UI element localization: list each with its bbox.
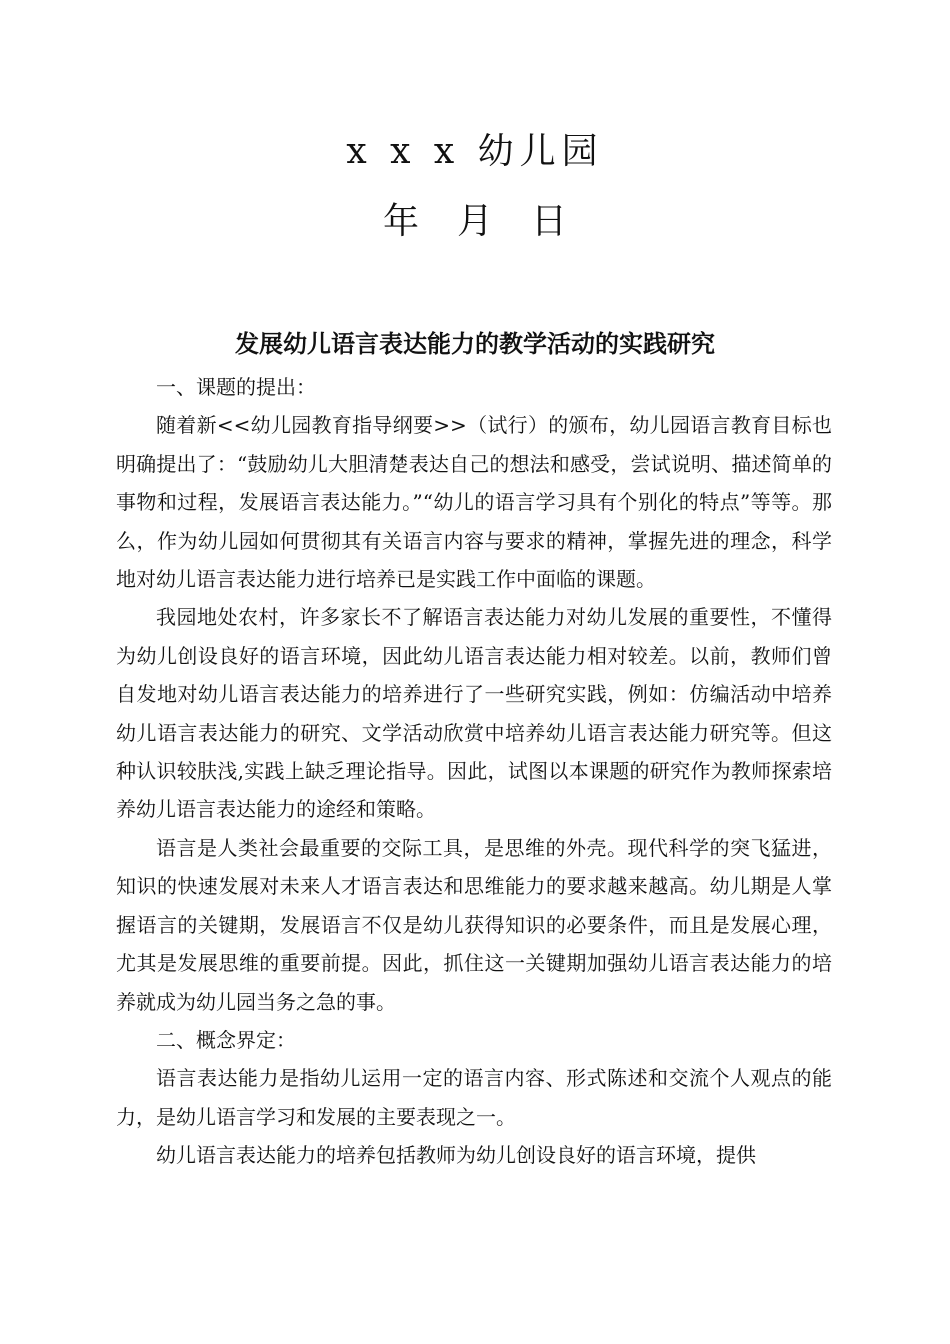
paragraph: 我园地处农村，许多家长不了解语言表达能力对幼儿发展的重要性，不懂得为幼儿创设良好的语言环境，因此幼儿语言表达能力相对较差。以前，教师们曾自发地对幼儿语言表达能力的培养进行了一些研究实践，例如：仿编活动中培养幼儿语言表达能力的研究、文学活动欣赏中培养幼儿语言表达能力研究等。但这种认识较肤浅,实践上缺乏理论指导。因此，试图以本课题的研究作为教师探索培养幼儿语言表达能力的途经和策略。 bbox=[116, 605, 832, 822]
date-year: 年 bbox=[382, 201, 419, 242]
date-placeholder bbox=[0, 198, 950, 246]
paragraph: 幼儿语言表达能力的培养包括教师为幼儿创设良好的语言环境，提供 bbox=[156, 1143, 756, 1168]
section-heading-definition: 二、概念界定： bbox=[156, 1027, 296, 1052]
date-month: 月 bbox=[456, 201, 493, 242]
kindergarten-name: x x x 幼儿园 bbox=[346, 131, 604, 172]
document-title: 发展幼儿语言表达能力的教学活动的实践研究 bbox=[235, 329, 715, 358]
paragraph: 语言是人类社会最重要的交际工具，是思维的外壳。现代科学的突飞猛进，知识的快速发展对未来人才语言表达和思维能力的要求越来越高。幼儿期是人掌握语言的关键期，发展语言不仅是幼儿获得知识的必要条件，而且是发展心理，尤其是发展思维的重要前提。因此，抓住这一关键期加强幼儿语言表达能力的培养就成为幼儿园当务之急的事。 bbox=[116, 835, 832, 1014]
section-heading-proposal: 一、课题的提出： bbox=[156, 375, 316, 399]
document-body bbox=[116, 368, 832, 1175]
date-day: 日 bbox=[531, 201, 568, 242]
paragraph: 随着新<<幼儿园教育指导纲要>>（试行）的颁布，幼儿园语言教育目标也明确提出了：“鼓励幼儿大胆清楚表达自己的想法和感受，尝试说明、描述简单的事物和过程，发展语言表达能力。”“幼儿的语言学习具有个别化的特点”等等。那么，作为幼儿园如何贯彻其有关语言内容与要求的精神，掌握先进的理念，科学地对幼儿语言表达能力进行培养已是实践工作中面临的课题。 bbox=[116, 413, 832, 592]
paragraph: 语言表达能力是指幼儿运用一定的语言内容、形式陈述和交流个人观点的能力，是幼儿语言学习和发展的主要表现之一。 bbox=[116, 1066, 832, 1129]
